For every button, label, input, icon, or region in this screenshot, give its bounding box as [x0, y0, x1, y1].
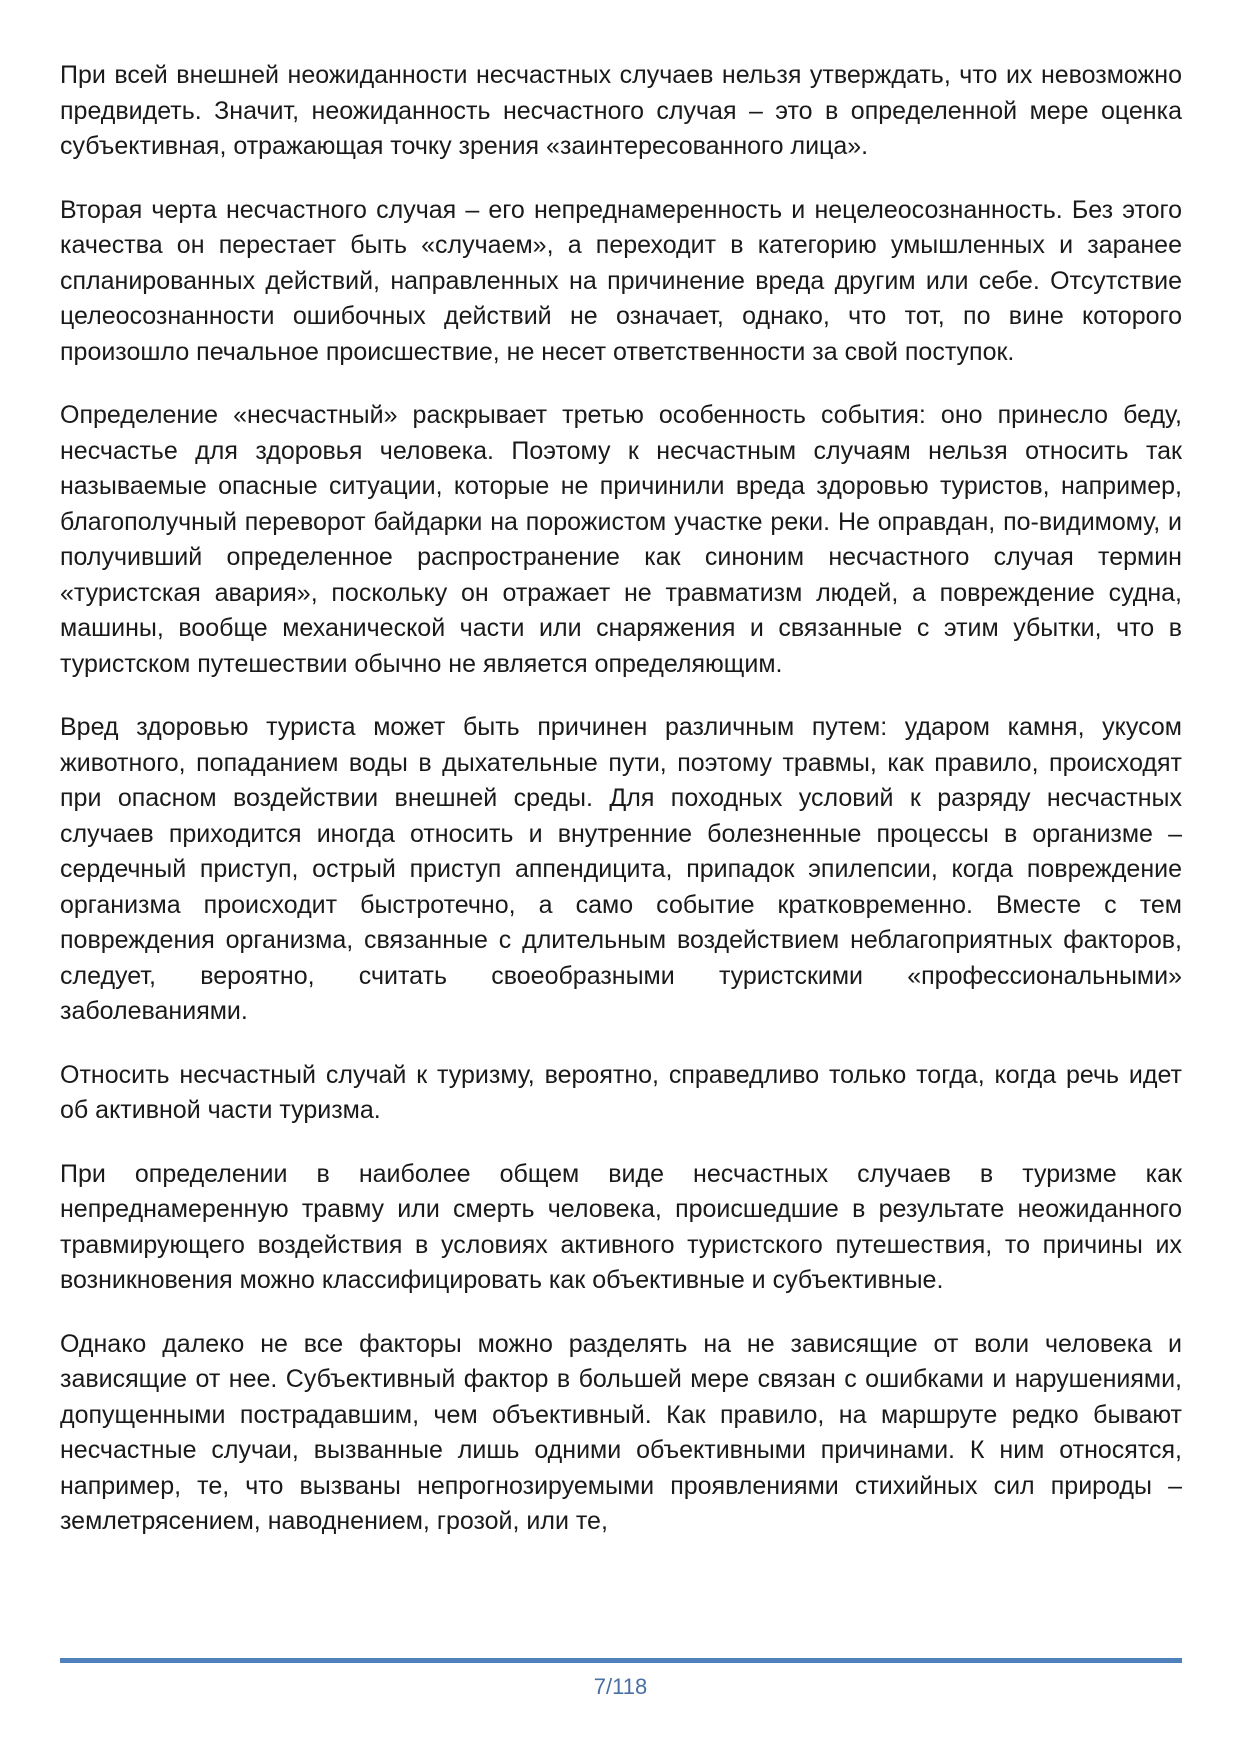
paragraph-5: Относить несчастный случай к туризму, вероятно, справедливо только тогда, когда речь идет об активной части туризма.: [60, 1060, 1182, 1124]
paragraph-3: Определение «несчастный» раскрывает третью особенность события: оно принесло беду, несчастье для здоровья человека. Поэтому к несчастным случаям нельзя относить так называемые опасные ситуации, которые не причинили вреда здоровью туристов, например, благополучный переворот байдарки на порожистом участке реки. Не оправдан, по-видимому, и получивший определенное распространение как синоним несчастного случая термин «туристская авария», поскольку он отражает не травматизм людей, а повреждение судна, машины, вообще механической части или снаряжения и связанные с этим убытки, что в туристском путешествии обычно не является определяющим.: [60, 401, 1182, 678]
paragraph-2: Вторая черта несчастного случая – его непреднамеренность и нецелеосознанность. Без этого качества он перестает быть «случаем», а переходит в категорию умышленных и заранее спланированных действий, направленных на причинение вреда другим или себе. Отсутствие целеосознанности ошибочных действий не означает, однако, что тот, по вине которого произошло печальное происшествие, не несет ответственности за свой поступок.: [60, 195, 1182, 366]
page-number: 7/118: [593, 1674, 648, 1699]
paragraph-4: Вред здоровью туриста может быть причинен различным путем: ударом камня, укусом животного, попаданием воды в дыхательные пути, поэтому травмы, как правило, происходят при опасном воздействии внешней среды. Для походных условий к разряду несчастных случаев приходится иногда относить и внутренние болезненные процессы в организме – сердечный приступ, острый приступ аппендицита, припадок эпилепсии, когда повреждение организма происходит быстротечно, а само событие кратковременно. Вместе с тем повреждения организма, связанные с длительным воздействием неблагоприятных факторов, следует, вероятно, считать своеобразными туристскими «профессиональными» заболеваниями.: [60, 713, 1182, 1025]
paragraph-1: При всей внешней неожиданности несчастных случаев нельзя утверждать, что их невозможно предвидеть. Значит, неожиданность несчастного случая – это в определенной мере оценка субъективная, отражающая точку зрения «заинтересованного лица».: [60, 61, 1182, 160]
footer-divider: [60, 1658, 1182, 1663]
paragraph-6: При определении в наиболее общем виде несчастных случаев в туризме как непреднамеренную травму или смерть человека, происшедшие в результате неожиданного травмирующего воздействия в условиях активного туристского путешествия, то причины их возникновения можно классифицировать как объективные и субъективные.: [60, 1159, 1182, 1294]
paragraph-7: Однако далеко не все факторы можно разделять на не зависящие от воли человека и зависящие от нее. Субъективный фактор в большей мере связан с ошибками и нарушениями, допущенными пострадавшим, чем объективный. Как правило, на маршруте редко бывают несчастные случаи, вызванные лишь одними объективными причинами. К ним относятся, например, те, что вызваны непрогнозируемыми проявлениями стихийных сил природы – землетрясением, наводнением, грозой, или те,: [60, 1329, 1182, 1535]
document-body: [60, 58, 1182, 1568]
